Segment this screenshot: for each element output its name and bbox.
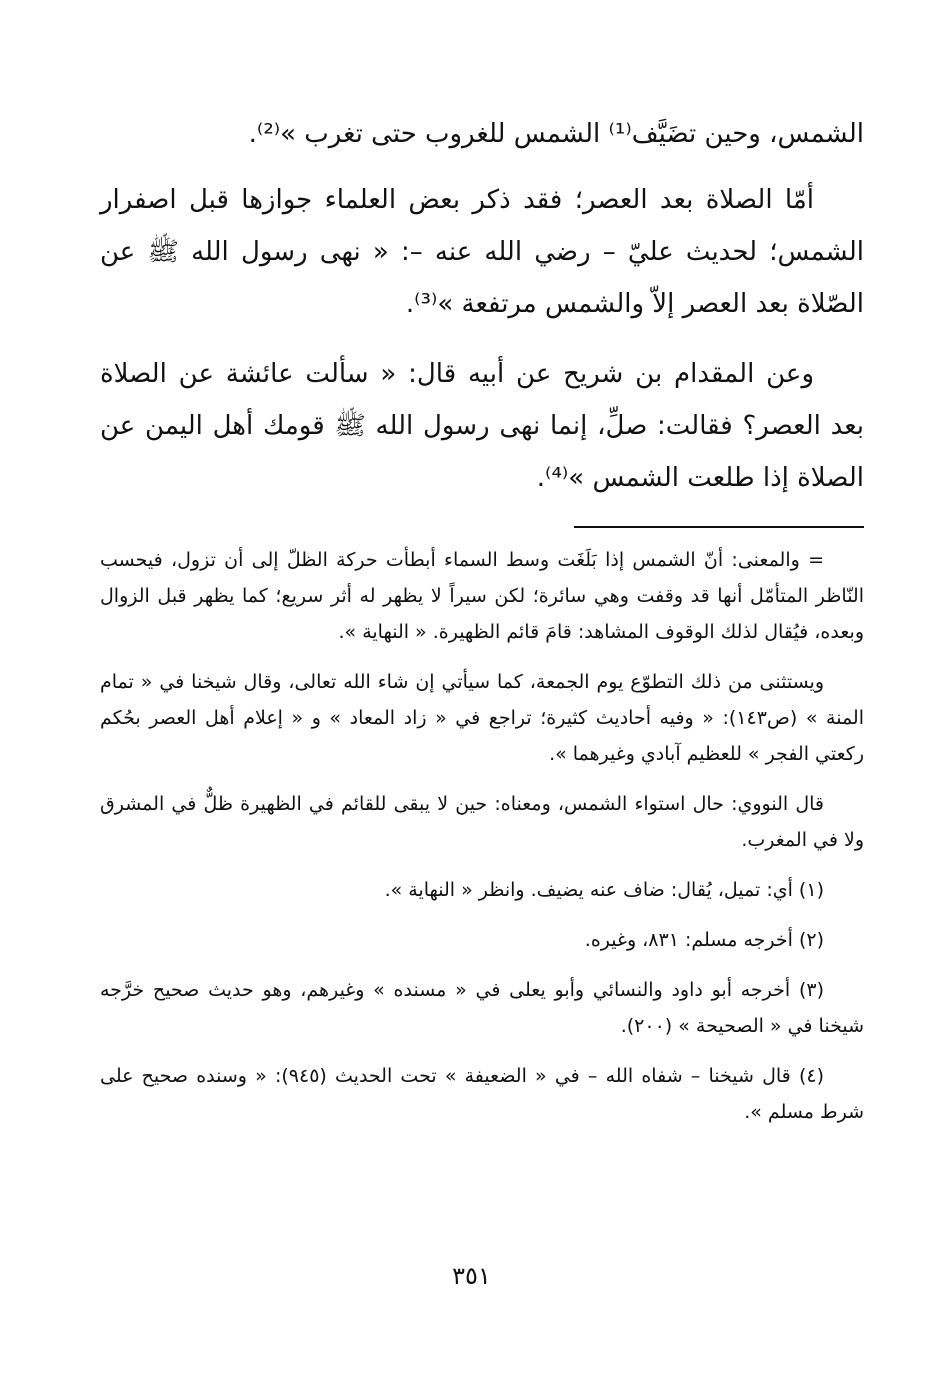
main-paragraph-1: الشمس، وحين تضَيَّف⁽¹⁾ الشمس للغروب حتى تغرب »⁽²⁾.	[248, 119, 864, 149]
footnote-separator-wrap	[100, 522, 864, 542]
footnote-continuation-1: = والمعنى: أنّ الشمس إذا بَلَغَت وسط السماء أبطأت حركة الظلّ إلى أن تزول، فيحسب النّاظر المتأمّل أنها قد وقفت وهي سائرة؛ لكن سيراً لا يظهر له أثر سريع؛ كما يظهر قبل الزوال وبعده، فيُقال لذلك الوقوف المشاهد: قامَ قائم الظهيرة. « النهاية ».	[100, 549, 864, 643]
page-number: ٣٥١	[452, 1262, 491, 1290]
footnote-2: (٢) أخرجه مسلم: ٨٣١، وغيره.	[584, 929, 824, 951]
book-page	[100, 108, 864, 1308]
footnote-4: (٤) قال شيخنا – شفاه الله – في « الضعيفة » تحت الحديث (٩٤٥): « وسنده صحيح على شرط مسلم ».	[100, 1065, 864, 1123]
main-paragraph-3: وعن المقدام بن شريح عن أبيه قال: « سألت عائشة عن الصلاة بعد العصر؟ فقالت: صلِّ، إنما نهى رسول الله ﷺ قومك أهل اليمن عن الصلاة إذا طلعت الشمس »⁽⁴⁾.	[100, 359, 864, 493]
footnote-1: (١) أي: تميل، يُقال: ضاف عنه يضيف. وانظر « النهاية ».	[384, 879, 824, 901]
footnote-3: (٣) أخرجه أبو داود والنسائي وأبو يعلى في « مسنده » وغيرهم، وهو حديث صحيح خرَّجه شيخنا في « الصحيحة » (٢٠٠).	[100, 979, 864, 1037]
footnote-separator	[574, 526, 864, 528]
footnote-continuation-3: قال النووي: حال استواء الشمس، ومعناه: حين لا يبقى للقائم في الظهيرة ظلٌّ في المشرق ولا في المغرب.	[100, 793, 864, 851]
main-paragraph-2: أمّا الصلاة بعد العصر؛ فقد ذكر بعض العلماء جوازها قبل اصفرار الشمس؛ لحديث عليّ – رضي الله عنه –: « نهى رسول الله ﷺ عن الصّلاة بعد العصر إلاّ والشمس مرتفعة »⁽³⁾.	[100, 185, 864, 319]
footnote-continuation-2: ويستثنى من ذلك التطوّع يوم الجمعة، كما سيأتي إن شاء الله تعالى، وقال شيخنا في « تمام المنة » (ص١٤٣): « وفيه أحاديث كثيرة؛ تراجع في « زاد المعاد » و « إعلام أهل العصر بحُكم ركعتي الفجر » للعظيم آبادي وغيرهما ».	[100, 671, 864, 765]
